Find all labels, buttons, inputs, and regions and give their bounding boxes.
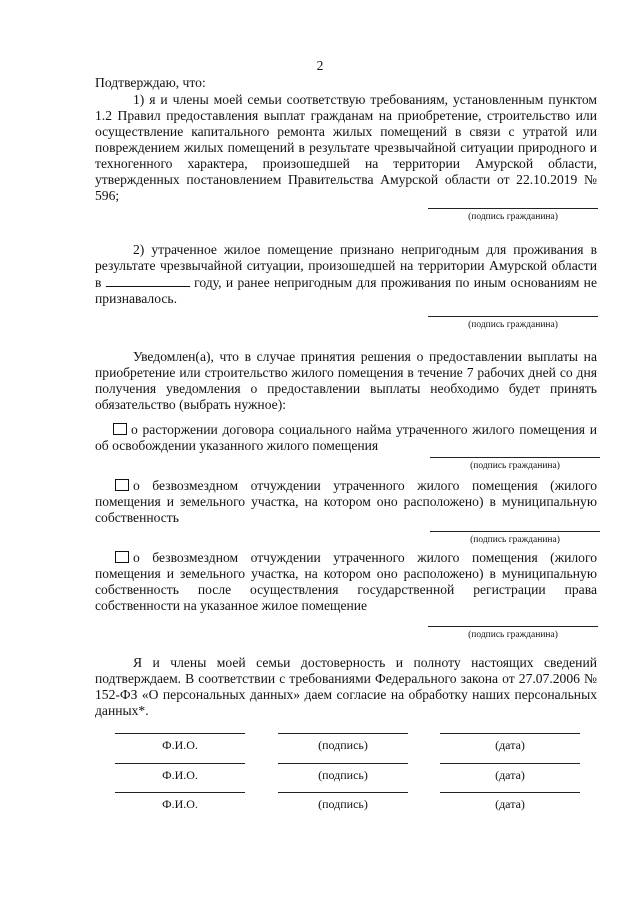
signature-line (428, 208, 598, 209)
option-1-label: о расторжении договора социального найма утраченного жилого помещения и об освобождении указанного жилого помещения (95, 422, 597, 453)
fio-field[interactable] (115, 792, 245, 812)
option-1-checkbox[interactable] (113, 423, 127, 435)
consent-text: Я и члены моей семьи достоверность и полноту настоящих сведений подтверждаем. В соответствии с требованиями Федерального закона от 27.07.2006 № 152-ФЗ «О персональных данных» даем согласие на обработку наших персональных данных*. (95, 655, 597, 718)
signature-caption: (подпись) (318, 797, 368, 811)
signature-line (278, 763, 408, 764)
option-3-label: о безвозмездном отчуждении утраченного жилого помещения (жилого помещения и земельного участка, на котором оно расположено) в муниципальную собственность после осуществления государственной регистрации права собственности на указанное жилое помещение (95, 550, 597, 613)
item-2-part-1: 2) утраченное жилое помещение признано непригодным для проживания в результате чрезвычайной ситуации, произошедшей на территории Амурской области в (95, 242, 597, 290)
sign-row-3 (115, 792, 605, 822)
fio-field[interactable] (115, 733, 245, 753)
fio-line (115, 733, 245, 734)
date-field[interactable] (440, 733, 580, 753)
date-caption: (дата) (495, 738, 525, 752)
option-2-checkbox[interactable] (115, 479, 129, 491)
date-caption: (дата) (495, 797, 525, 811)
date-field[interactable] (440, 763, 580, 783)
date-line (440, 763, 580, 764)
date-caption: (дата) (495, 768, 525, 782)
signature-caption: (подпись) (318, 768, 368, 782)
fio-line (115, 763, 245, 764)
signature-line (430, 531, 600, 532)
option-2-label: о безвозмездном отчуждении утраченного жилого помещения (жилого помещения и земельного участка, на котором оно расположено) в муниципальную собственность (95, 478, 597, 525)
signature-line (278, 733, 408, 734)
signature-line (428, 316, 598, 317)
signature-block-3 (430, 457, 600, 472)
signature-block-1 (428, 208, 598, 223)
date-line (440, 792, 580, 793)
item-2-text (95, 242, 597, 307)
signature-line (278, 792, 408, 793)
fio-field[interactable] (115, 763, 245, 783)
option-3 (95, 550, 597, 614)
signature-line (428, 626, 598, 627)
item-2-part-2: году, и ранее непригодным для проживания по иным основаниям не признавалось. (95, 275, 597, 306)
confirm-heading: Подтверждаю, что: (95, 75, 206, 90)
signature-caption: (подпись) (318, 738, 368, 752)
fio-caption: Ф.И.О. (162, 768, 198, 782)
sign-row-2 (115, 763, 605, 793)
item-1-text: 1) я и члены моей семьи соответствую требованиям, установленным пунктом 1.2 Правил предоставления выплат гражданам на приобретение, строительство или осуществление капитального ремонта жилых помещений в связи с утратой или повреждением жилых помещений в результате чрезвычайной ситуации природного и техногенного характера, произошедшей на территории Амурской области, утвержденных постановлением Правительства Амурской области от 22.10.2019 № 596; (95, 92, 597, 203)
sign-row-1 (115, 733, 605, 763)
signature-caption: (подпись гражданина) (470, 461, 560, 471)
signature-block-2 (428, 316, 598, 331)
signature-caption: (подпись гражданина) (468, 630, 558, 640)
date-line (440, 733, 580, 734)
fio-caption: Ф.И.О. (162, 797, 198, 811)
option-3-checkbox[interactable] (115, 551, 129, 563)
option-2 (95, 478, 597, 526)
signature-caption: (подпись гражданина) (468, 212, 558, 222)
signature-caption: (подпись гражданина) (468, 320, 558, 330)
fio-line (115, 792, 245, 793)
fio-caption: Ф.И.О. (162, 738, 198, 752)
date-field[interactable] (440, 792, 580, 812)
signature-field[interactable] (278, 733, 408, 753)
signature-field[interactable] (278, 792, 408, 812)
signature-caption: (подпись гражданина) (470, 535, 560, 545)
year-blank-field[interactable] (106, 274, 190, 287)
signature-field[interactable] (278, 763, 408, 783)
notified-text: Уведомлен(а), что в случае принятия решения о предоставлении выплаты на приобретение или строительство жилого помещения в течение 7 рабочих дней со дня получения уведомления о предоставлении выплаты необходимо будет принять обязательство (выбрать нужное): (95, 349, 597, 412)
signature-block-5 (428, 626, 598, 641)
signature-line (430, 457, 600, 458)
option-1 (95, 422, 597, 454)
signature-block-4 (430, 531, 600, 546)
page-number: 2 (316, 58, 324, 73)
